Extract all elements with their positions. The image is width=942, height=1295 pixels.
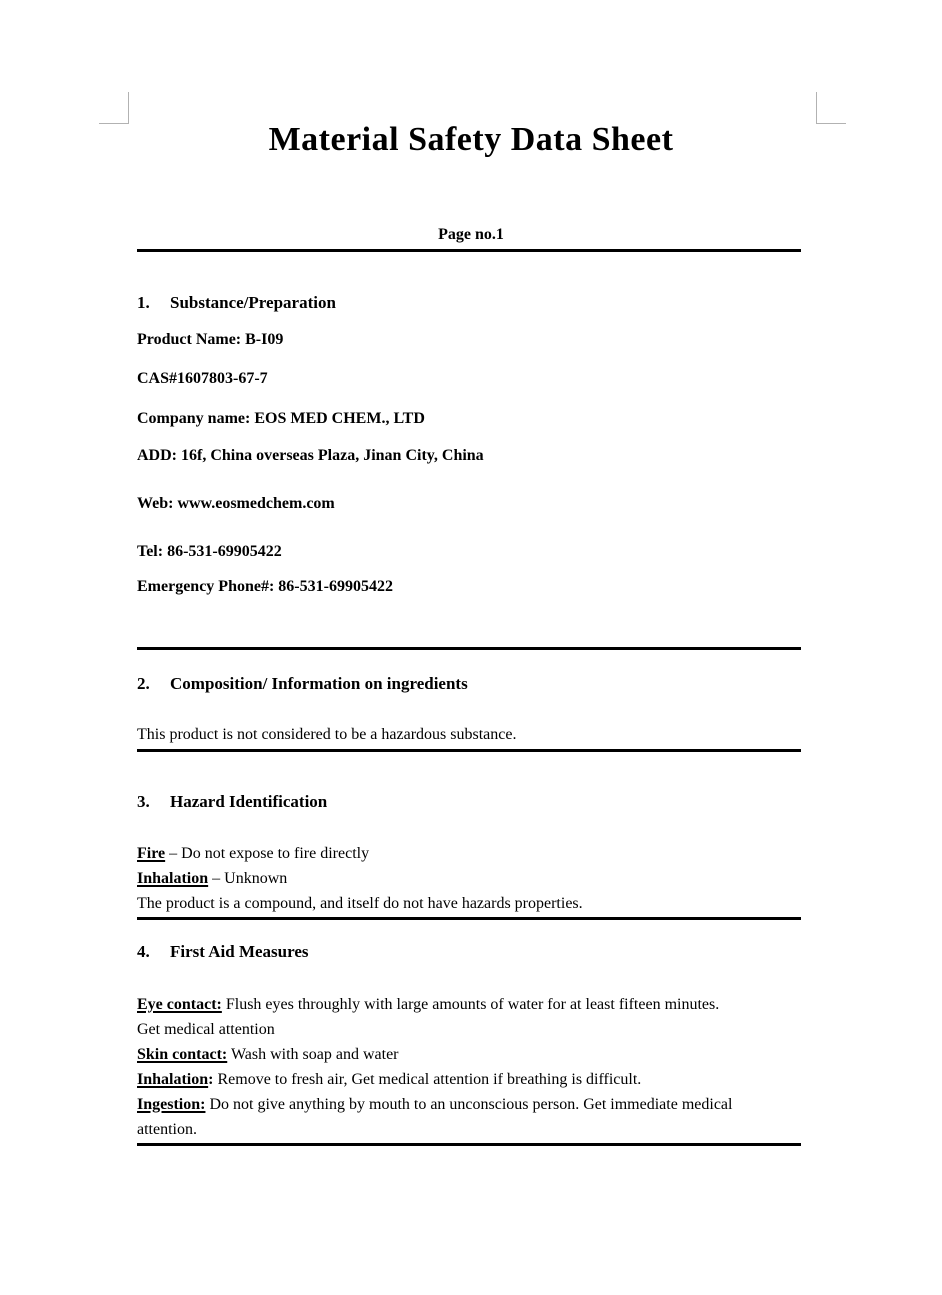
hazard-item-inhalation [137,866,583,891]
section-1-heading [137,293,336,313]
section-4-number: 4. [137,942,150,961]
section-4-heading [137,942,309,962]
divider-rule-section-1 [137,647,801,650]
page-number-label: Page no.1 [438,226,504,243]
divider-rule-header [137,249,801,252]
cas-number-line: CAS#1607803-67-7 [137,370,268,387]
section-2-heading [137,674,468,694]
website-line: Web: www.eosmedchem.com [137,495,335,512]
first-aid-text-ingestion: Do not give anything by mouth to an unconscious person. Get immediate medical [209,1096,733,1113]
first-aid-term-skin-contact: Skin contact: [137,1046,228,1063]
first-aid-item-inhalation: Inhalation: Remove to fresh air, Get medical attention if breathing is difficult. [137,1071,642,1088]
emergency-phone-line: Emergency Phone#: 86-531-69905422 [137,578,393,595]
hazard-term-fire: Fire [137,845,166,862]
first-aid-text-skin-contact: Wash with soap and water [230,1046,399,1063]
hazard-item-fire [137,841,583,866]
section-3-heading [137,792,327,812]
hazard-dash: – [169,845,178,862]
divider-rule-section-4 [137,1143,801,1146]
section-1-title: Substance/Preparation [170,293,336,312]
first-aid-term-eye-contact: Eye contact: [137,996,222,1013]
first-aid-item-skin-contact [137,1042,732,1067]
first-aid-text-inhalation: Remove to fresh air, Get medical attention if breathing is difficult. [217,1071,642,1088]
product-name-line: Product Name: B-I09 [137,331,284,348]
document-title: Material Safety Data Sheet [268,121,674,158]
telephone-line: Tel: 86-531-69905422 [137,543,282,560]
section-3-title: Hazard Identification [170,792,328,811]
hazard-text-inhalation: Unknown [224,870,288,887]
section-2-number: 2. [137,674,150,693]
first-aid-item-eye-contact [137,992,732,1042]
company-name-line: Company name: EOS MED CHEM., LTD [137,410,425,427]
first-aid-list [137,992,732,1142]
first-aid-term-inhalation: Inhalation [137,1071,209,1088]
section-2-title: Composition/ Information on ingredients [170,674,468,693]
first-aid-text-eye-contact: Flush eyes throughly with large amounts of water for at least fifteen minutes. [225,996,720,1013]
hazard-note: The product is a compound, and itself do not have hazards properties. [137,895,583,912]
divider-rule-section-3 [137,917,801,920]
first-aid-text-ingestion-cont: attention. [137,1121,197,1138]
hazard-term-inhalation: Inhalation [137,870,209,887]
page-corner-mark-top-left [99,92,129,124]
address-line: ADD: 16f, China overseas Plaza, Jinan City, China [137,447,484,464]
hazard-dash: – [212,870,221,887]
first-aid-text-eye-contact-cont: Get medical attention [137,1021,275,1038]
first-aid-item-ingestion [137,1092,732,1142]
hazard-text-fire: Do not expose to fire directly [181,845,370,862]
first-aid-term-ingestion: Ingestion: [137,1096,206,1113]
hazard-identification-list [137,841,583,916]
page-corner-mark-top-right [816,92,846,124]
section-4-title: First Aid Measures [170,942,309,961]
section-1-number: 1. [137,293,150,312]
composition-statement: This product is not considered to be a hazardous substance. [137,726,517,743]
divider-rule-section-2 [137,749,801,752]
section-3-number: 3. [137,792,150,811]
